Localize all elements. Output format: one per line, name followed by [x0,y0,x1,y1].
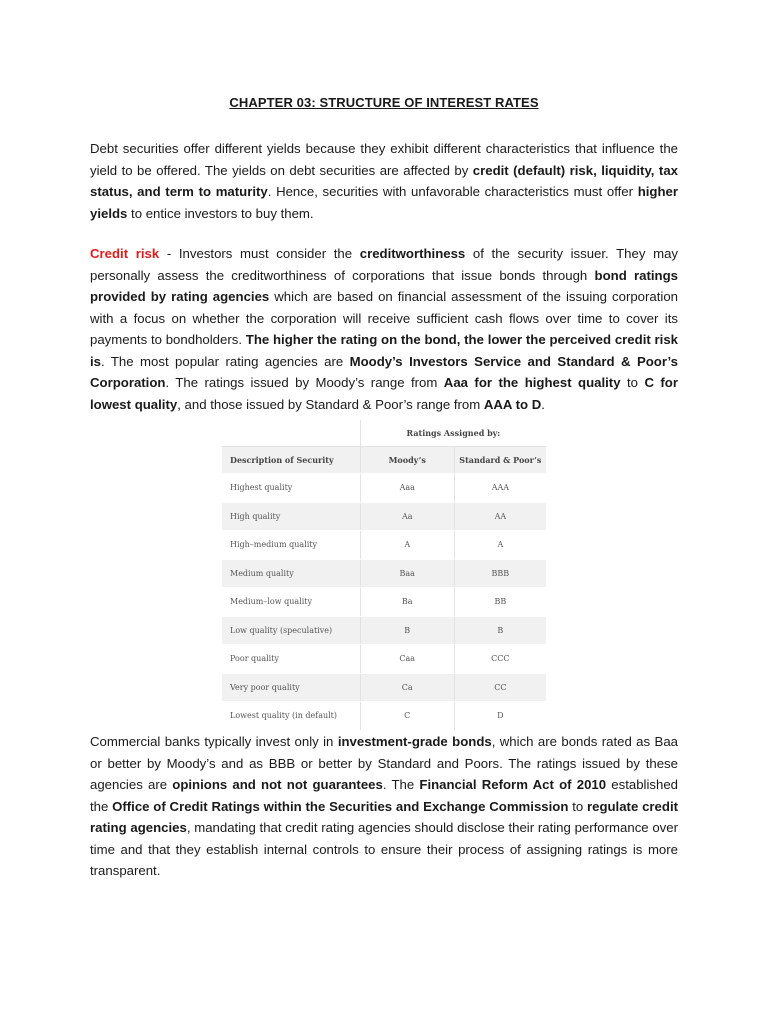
credit-risk-bold-3: The higher the rating on the bond, the lower the perceived credit risk is [90,332,678,369]
banks-bold-3: Financial Reform Act of 2010 [419,777,607,792]
banks-text-1: Commercial banks typically invest only in [90,734,338,749]
credit-risk-text-2: of the security issuer. They may personally assess the creditworthiness of corporations that issue bonds through [90,246,678,283]
banks-text-5: to [568,798,587,814]
intro-text-2: . Hence, securities with unfavorable characteristics must offer [267,184,638,199]
row-moodys-rating: Aa [360,502,454,531]
credit-risk-text-6: to [620,375,645,390]
row-description: Low quality (speculative) [222,616,360,645]
credit-risk-text-5: . The ratings issued by Moody’s range from [165,375,444,390]
row-sp-rating: AA [454,502,546,531]
banks-text-2: , which are bonds rated as Baa or better by Moody’s and as BBB or better by Standard and Poors. The ratings issued by these agencies are [90,734,678,792]
row-sp-rating: BB [454,588,546,617]
table-row [222,616,546,645]
row-moodys-rating: Ba [360,588,454,617]
table-header-blank [222,420,360,447]
table-row [222,502,546,531]
row-description: Lowest quality (in default) [222,702,360,731]
credit-risk-bold-1: creditworthiness [359,246,466,261]
credit-risk-bold-2: bond ratings provided by rating agencies [90,267,678,304]
row-moodys-rating: Aaa [360,474,454,503]
table-row [222,474,546,503]
column-header-sp: Standard & Poor’s [454,447,546,474]
table-group-header-row [222,420,546,447]
banks-text-6: , mandating that credit rating agencies should disclose their rating performance over time and that they establish internal controls to ensure their process of assigning ratings is more transparent. [90,820,679,878]
intro-bold-higher-yields: higher yields [90,184,678,221]
row-description: Medium quality [222,559,360,588]
row-sp-rating: A [454,531,546,560]
credit-risk-text-3: which are based on financial assessment of the issuing corporation with a focus on whether the corporation will receive sufficient cash flows over time to cover its payments to bondholders. [90,289,678,347]
banks-text-4: established the [90,777,678,814]
row-sp-rating: CC [454,673,546,702]
credit-risk-text-7: , and those issued by Standard & Poor’s range from [177,396,484,412]
intro-text-1: Debt securities offer different yields because they exhibit different characteristics that influence the yield to be offered. The yields on debt securities are affected by [90,141,678,178]
column-header-moodys: Moody’s [360,447,454,474]
row-sp-rating: D [454,702,546,731]
credit-risk-bold-7: AAA to D [483,396,542,412]
credit-risk-bold-5: Aaa for the highest quality [443,375,621,390]
column-header-description: Description of Security [222,447,360,474]
intro-bold-factors: credit (default) risk, liquidity, tax status, and term to maturity [90,162,678,199]
banks-bold-2: opinions and not not guarantees [172,777,383,792]
banks-bold-4: Office of Credit Ratings within the Securities and Exchange Commission [112,798,569,814]
chapter-title: CHAPTER 03: STRUCTURE OF INTEREST RATES [229,95,539,110]
intro-paragraph [90,138,678,224]
credit-risk-text-4: . The most popular rating agencies are [101,353,350,369]
row-description: High–medium quality [222,531,360,560]
credit-risk-paragraph [90,243,678,415]
row-description: Highest quality [222,474,360,503]
table-row [222,702,546,731]
credit-risk-text-1: - Investors must consider the [159,246,360,261]
commercial-banks-paragraph [90,731,678,882]
credit-risk-bold-6: C for lowest quality [90,375,678,412]
row-moodys-rating: Baa [360,559,454,588]
row-sp-rating: BBB [454,559,546,588]
ratings-table [222,420,546,721]
row-description: Very poor quality [222,673,360,702]
row-moodys-rating: A [360,531,454,560]
table-row [222,645,546,674]
row-sp-rating: CCC [454,645,546,674]
table-row [222,588,546,617]
row-description: High quality [222,502,360,531]
intro-text-3: to entice investors to buy them. [127,205,314,221]
row-description: Medium–low quality [222,588,360,617]
credit-risk-text-8: . [541,396,545,412]
row-sp-rating: B [454,616,546,645]
ratings-assigned-header: Ratings Assigned by: [360,420,546,447]
row-moodys-rating: Caa [360,645,454,674]
credit-risk-label: Credit risk [90,246,160,261]
table-row [222,673,546,702]
row-moodys-rating: C [360,702,454,731]
credit-risk-bold-4: Moody’s Investors Service and Standard & Poor’s Corporation [90,353,678,390]
banks-bold-5: regulate credit rating agencies [90,798,678,835]
banks-text-3: . The [382,777,420,792]
table-column-header-row [222,447,546,474]
row-moodys-rating: B [360,616,454,645]
table-row [222,531,546,560]
row-description: Poor quality [222,645,360,674]
row-sp-rating: AAA [454,474,546,503]
banks-bold-1: investment-grade bonds [337,734,492,749]
row-moodys-rating: Ca [360,673,454,702]
table-row [222,559,546,588]
